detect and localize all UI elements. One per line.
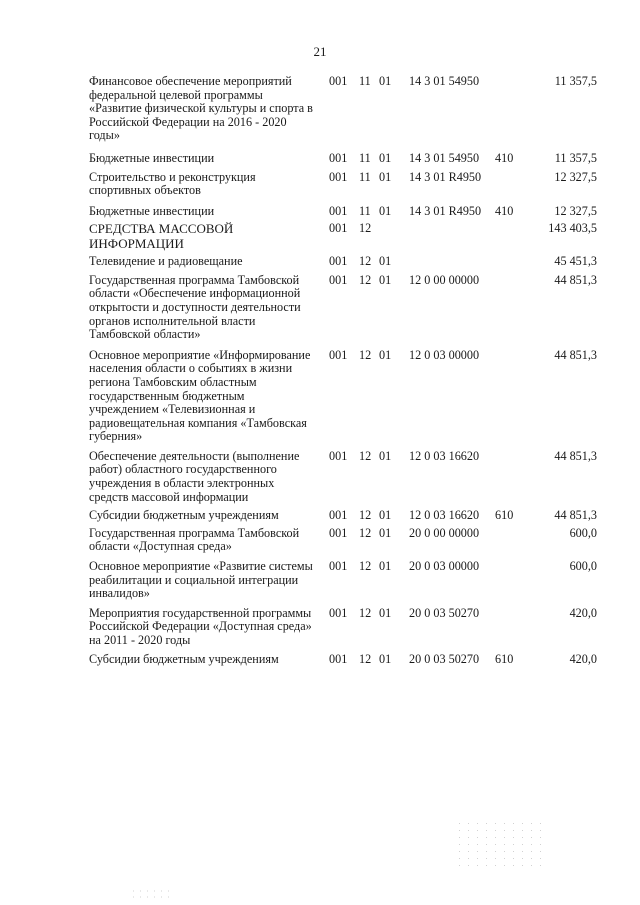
- target-article-code: 20 0 03 50270: [409, 651, 480, 666]
- item-name: Государственная программа Тамбовской области «Обеспечение информационной открытости и доступности деятельности органов исполнительной власти Тамбовской области»: [89, 272, 301, 342]
- amount: 45 451,3: [554, 254, 597, 269]
- table-row: [89, 653, 609, 667]
- ved-code: 001: [329, 651, 348, 666]
- section-code: 12: [359, 221, 372, 236]
- ved-code: 001: [329, 525, 348, 540]
- target-article-code: 12 0 03 16620: [409, 448, 480, 463]
- amount: 600,0: [569, 525, 597, 540]
- page-number: 21: [313, 44, 327, 59]
- amount: 600,0: [569, 559, 597, 574]
- table-row: [89, 607, 609, 648]
- subsection-code: 01: [379, 203, 392, 218]
- amount: 12 327,5: [554, 203, 597, 218]
- subsection-code: 01: [379, 525, 392, 540]
- section-code: 12: [359, 272, 372, 287]
- item-name: Бюджетные инвестиции: [89, 150, 215, 165]
- amount: 420,0: [569, 651, 597, 666]
- target-article-code: 14 3 01 54950: [409, 150, 480, 165]
- item-name: Строительство и реконструкция спортивных объектов: [89, 169, 256, 198]
- subsection-code: 01: [379, 605, 392, 620]
- subsection-code: 01: [379, 254, 392, 269]
- target-article-code: 14 3 01 R4950: [409, 203, 482, 218]
- table-row: [89, 349, 609, 444]
- expense-type-code: 410: [495, 150, 514, 165]
- target-article-code: 14 3 01 54950: [409, 74, 480, 88]
- section-code: 11: [359, 169, 371, 184]
- table-row: [89, 152, 609, 166]
- amount: 44 851,3: [554, 508, 597, 523]
- section-code: 11: [359, 203, 371, 218]
- table-row: [89, 171, 609, 198]
- table-row: [89, 205, 609, 219]
- section-code: 12: [359, 605, 372, 620]
- section-code: 12: [359, 525, 372, 540]
- table-row: [89, 255, 609, 269]
- table-row: [89, 509, 609, 523]
- target-article-code: 14 3 01 R4950: [409, 169, 482, 184]
- ved-code: 001: [329, 448, 348, 463]
- item-name: Мероприятия государственной программы Российской Федерации «Доступная среда» на 2011 - 2020 годы: [89, 605, 312, 647]
- subsection-code: 01: [379, 508, 392, 523]
- expense-type-code: 610: [495, 508, 514, 523]
- table-row: [89, 527, 609, 554]
- subsection-code: 01: [379, 169, 392, 184]
- item-name: Основное мероприятие «Развитие системы реабилитации и социальной интеграции инвалидов»: [89, 559, 313, 601]
- scan-noise: [130, 888, 170, 898]
- item-name: Субсидии бюджетным учреждениям: [89, 651, 279, 666]
- amount: 11 357,5: [554, 74, 597, 88]
- section-code: 11: [359, 150, 371, 165]
- item-name: Государственная программа Тамбовской области «Доступная среда»: [89, 525, 300, 554]
- amount: 143 403,5: [548, 221, 597, 236]
- subsection-code: 01: [379, 347, 392, 362]
- section-code: 12: [359, 448, 372, 463]
- target-article-code: 12 0 00 00000: [409, 272, 480, 287]
- ved-code: 001: [329, 74, 348, 88]
- section-code: 12: [359, 508, 372, 523]
- item-name: СРЕДСТВА МАССОВОЙ ИНФОРМАЦИИ: [89, 221, 234, 251]
- ved-code: 001: [329, 254, 348, 269]
- ved-code: 001: [329, 559, 348, 574]
- ved-code: 001: [329, 508, 348, 523]
- item-name: Телевидение и радиовещание: [89, 254, 243, 269]
- amount: 44 851,3: [554, 448, 597, 463]
- section-code: 12: [359, 347, 372, 362]
- ved-code: 001: [329, 272, 348, 287]
- target-article-code: 20 0 03 50270: [409, 605, 480, 620]
- table-row: [89, 274, 609, 342]
- amount: 420,0: [569, 605, 597, 620]
- item-name: Субсидии бюджетным учреждениям: [89, 508, 279, 523]
- table-row: [89, 450, 609, 504]
- subsection-code: 01: [379, 448, 392, 463]
- table-row: [89, 222, 609, 251]
- ved-code: 001: [329, 605, 348, 620]
- expense-type-code: 610: [495, 651, 514, 666]
- item-name: Основное мероприятие «Информирование населения области о событиях в жизни региона Тамбовским областным государственным бюджетным учреждением «Телевизионная и радиовещательная компания «Тамбовская губерния»: [89, 347, 311, 444]
- ved-code: 001: [329, 347, 348, 362]
- target-article-code: 12 0 03 16620: [409, 508, 480, 523]
- target-article-code: 20 0 03 00000: [409, 559, 480, 574]
- amount: 44 851,3: [554, 347, 597, 362]
- subsection-code: 01: [379, 150, 392, 165]
- subsection-code: 01: [379, 74, 392, 88]
- target-article-code: 12 0 03 00000: [409, 347, 480, 362]
- ved-code: 001: [329, 150, 348, 165]
- section-code: 12: [359, 559, 372, 574]
- target-article-code: 20 0 00 00000: [409, 525, 480, 540]
- table-row: [89, 560, 609, 601]
- section-code: 12: [359, 651, 372, 666]
- budget-table: [89, 75, 609, 666]
- scan-noise: [455, 820, 545, 870]
- item-name: Обеспечение деятельности (выполнение работ) областного государственного учреждения в области электронных средств массовой информации: [89, 448, 300, 504]
- amount: 12 327,5: [554, 169, 597, 184]
- section-code: 12: [359, 254, 372, 269]
- ved-code: 001: [329, 203, 348, 218]
- expense-type-code: 410: [495, 203, 514, 218]
- item-name: Бюджетные инвестиции: [89, 203, 215, 218]
- ved-code: 001: [329, 221, 348, 236]
- amount: 44 851,3: [554, 272, 597, 287]
- ved-code: 001: [329, 169, 348, 184]
- table-row: [89, 75, 609, 143]
- amount: 11 357,5: [554, 150, 597, 165]
- section-code: 11: [359, 74, 371, 88]
- subsection-code: 01: [379, 559, 392, 574]
- subsection-code: 01: [379, 272, 392, 287]
- subsection-code: 01: [379, 651, 392, 666]
- item-name: Финансовое обеспечение мероприятий федеральной целевой программы «Развитие физической культуры и спорта в Российской Федерации на 2016 - 2020 годы»: [89, 74, 313, 143]
